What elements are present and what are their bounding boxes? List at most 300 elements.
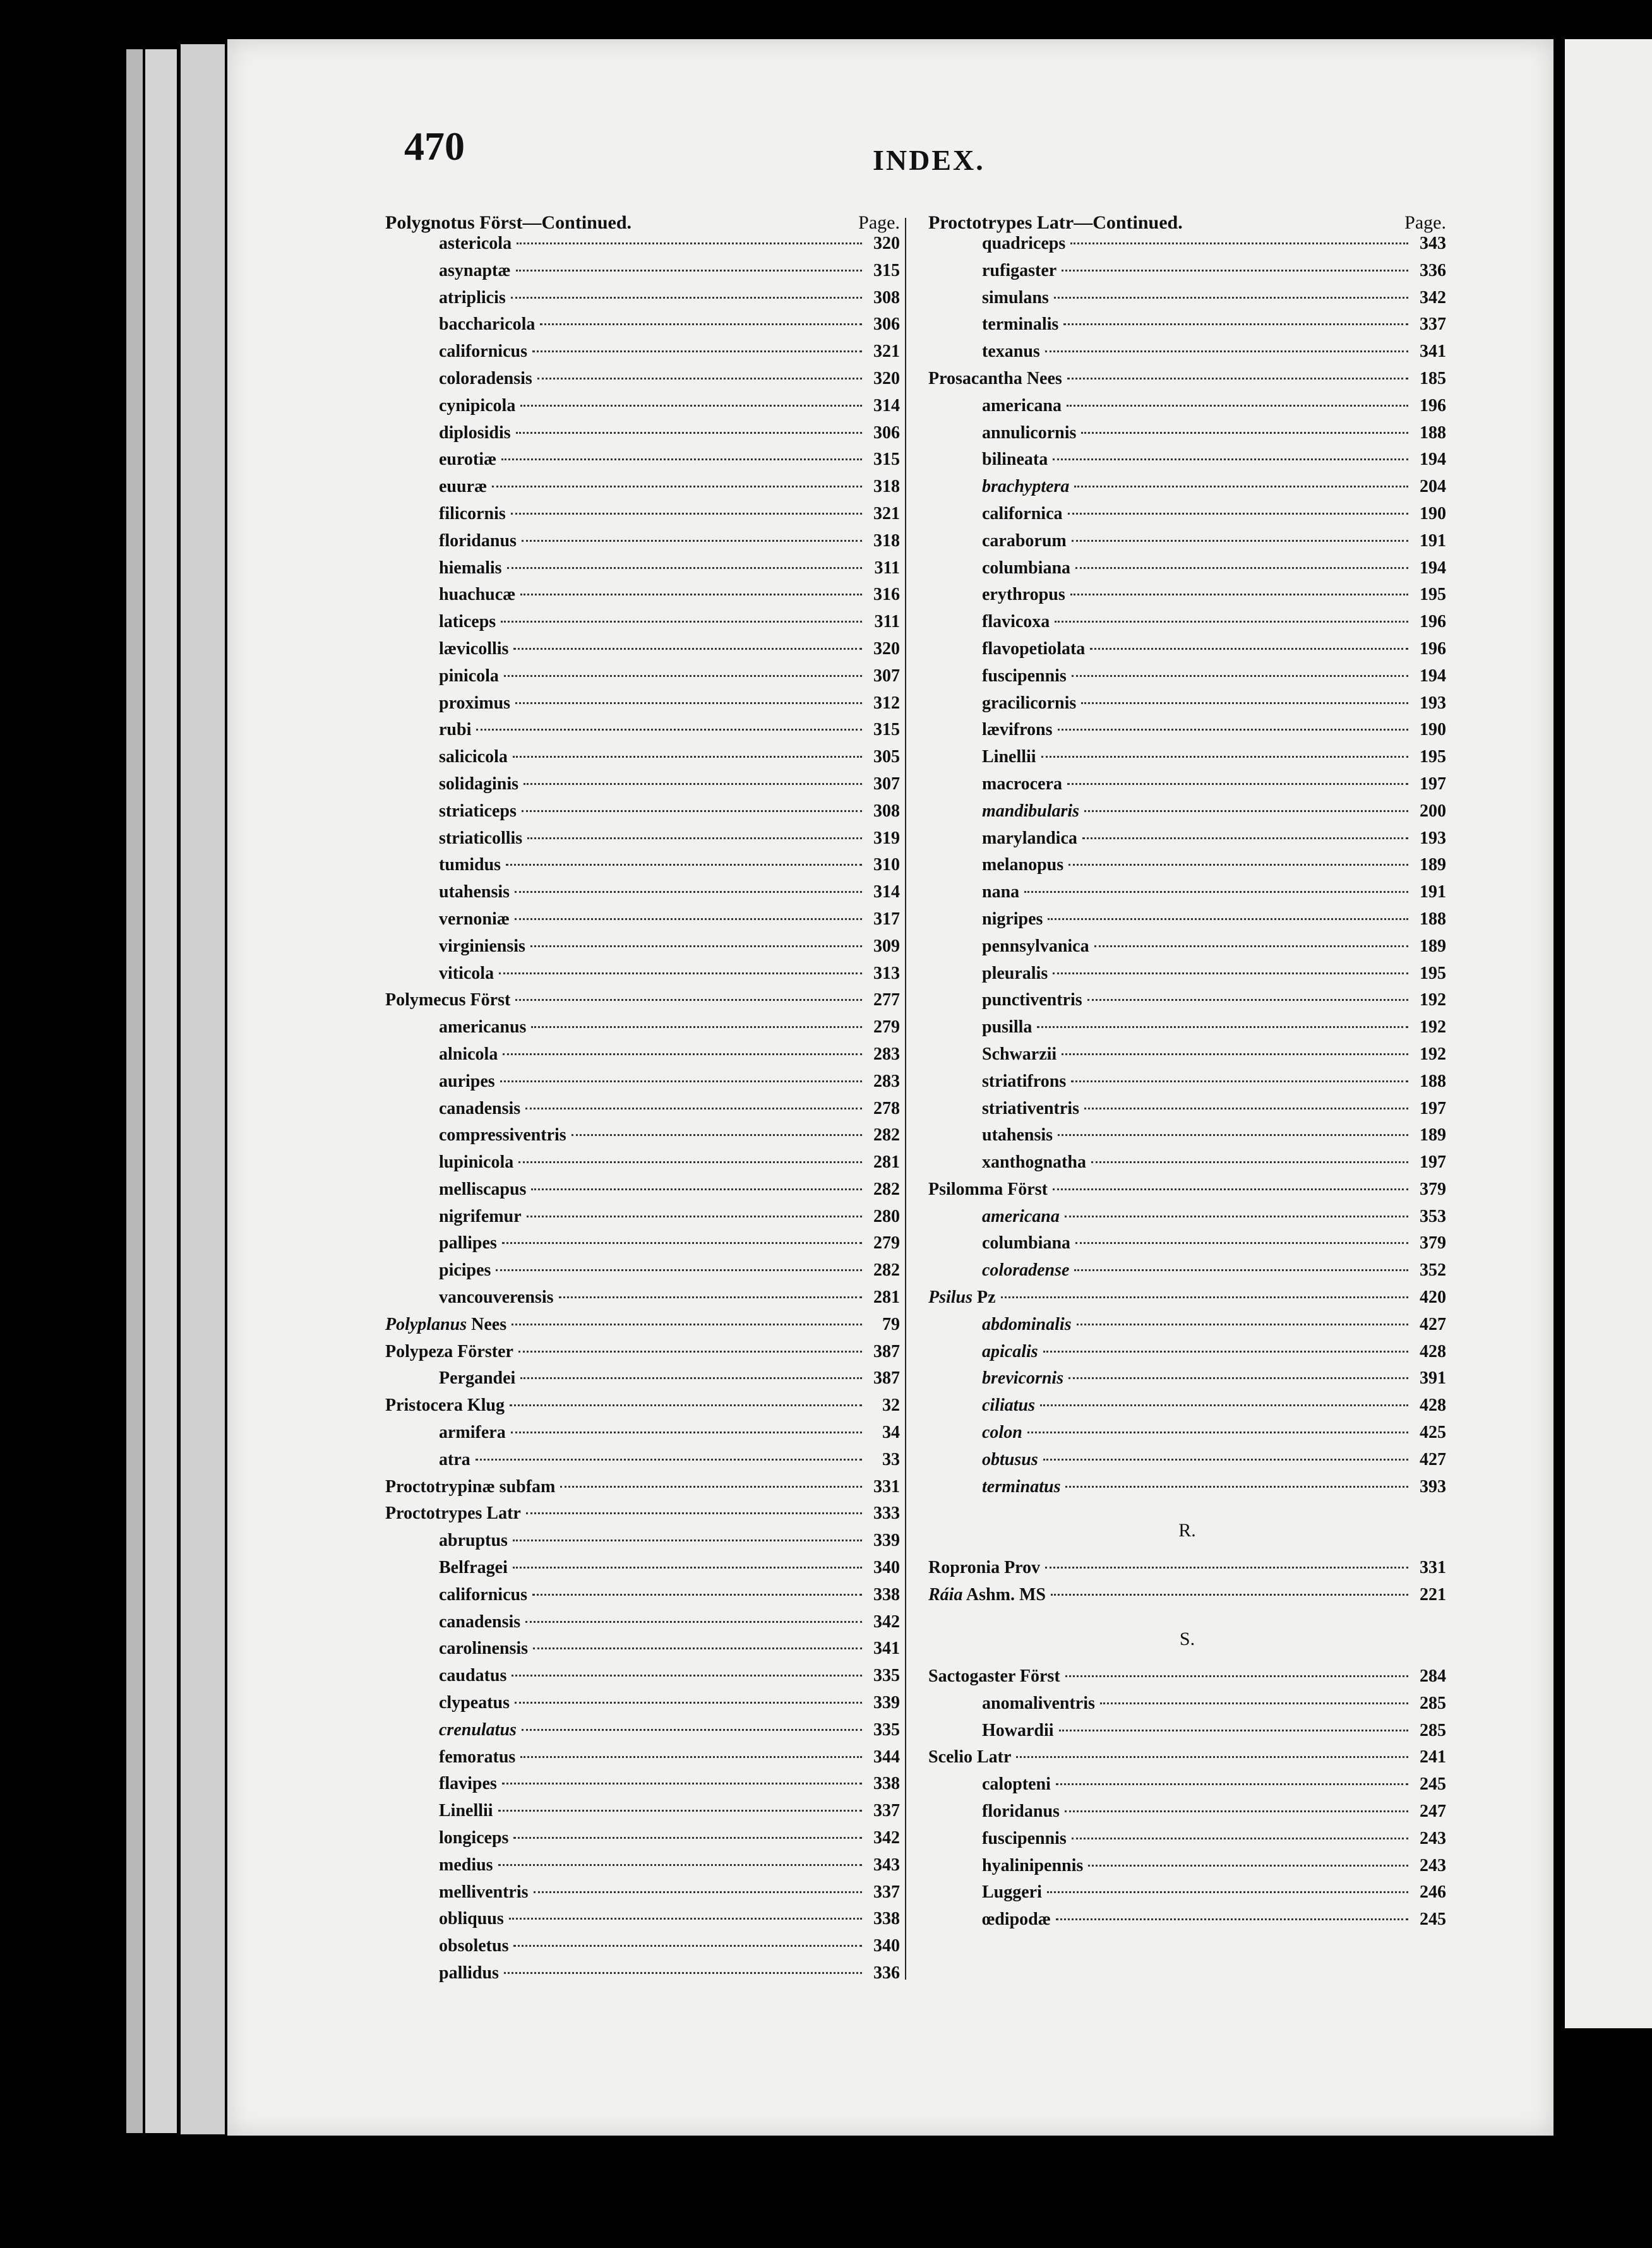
entry-label <box>385 1315 506 1335</box>
dot-leader <box>1088 1865 1408 1867</box>
entry-page-number: 243 <box>1420 1855 1446 1875</box>
entry-name: utahensis <box>982 1125 1053 1145</box>
entry-name: Psilus <box>928 1288 973 1308</box>
dot-leader <box>502 1242 862 1244</box>
index-subentry <box>928 314 1446 342</box>
entry-name: texanus <box>982 342 1040 362</box>
entry-page-number: 387 <box>873 1341 900 1361</box>
entry-page-number: 338 <box>873 1584 900 1605</box>
entry-page-number: 315 <box>873 450 900 470</box>
column-header <box>928 207 1446 234</box>
entry-label <box>928 1152 1086 1173</box>
dot-leader <box>1045 350 1408 352</box>
entry-name: columbiana <box>982 1233 1071 1253</box>
dot-leader <box>1054 297 1408 299</box>
entry-page-number: 195 <box>1420 585 1446 605</box>
entry-page-number: 196 <box>1420 638 1446 659</box>
entry-name: vernoniæ <box>439 909 510 929</box>
entry-page-number: 336 <box>873 1963 900 1983</box>
entry-page-number: 246 <box>1420 1882 1446 1903</box>
dot-leader <box>503 1053 862 1055</box>
entry-label <box>385 288 506 308</box>
dot-leader <box>1016 1756 1408 1758</box>
entry-page-number: 342 <box>873 1611 900 1632</box>
entry-label <box>385 477 487 497</box>
entry-label <box>928 720 1053 740</box>
dot-leader <box>1056 1918 1408 1920</box>
entry-name: laticeps <box>439 612 496 632</box>
index-entry <box>928 1180 1446 1207</box>
entry-page-number: 317 <box>873 909 900 929</box>
dot-leader <box>1070 594 1408 595</box>
index-subentry <box>385 1099 900 1126</box>
entry-page-number: 337 <box>873 1801 900 1821</box>
index-subentry <box>928 964 1446 991</box>
entry-name: viticola <box>439 963 494 983</box>
dot-leader <box>1067 783 1408 785</box>
entry-label <box>385 1125 566 1145</box>
entry-name: longiceps <box>439 1828 509 1848</box>
entry-page-number: 282 <box>873 1125 900 1145</box>
dot-leader <box>1070 242 1408 244</box>
dot-leader <box>520 405 862 407</box>
entry-page-number: 340 <box>873 1558 900 1578</box>
index-entry <box>385 1342 900 1369</box>
entry-label <box>385 369 532 389</box>
entry-label <box>385 1882 529 1903</box>
entry-label <box>385 1558 508 1578</box>
dot-leader <box>512 1675 862 1677</box>
entry-label <box>385 1747 515 1767</box>
entry-name: bilineata <box>982 450 1048 470</box>
dot-leader <box>476 1459 862 1461</box>
entry-page-number: 192 <box>1420 990 1446 1010</box>
entry-label <box>928 1558 1040 1578</box>
running-head: INDEX. <box>873 144 985 176</box>
dot-leader <box>515 1702 862 1704</box>
entry-name: pallipes <box>439 1233 497 1253</box>
index-subentry <box>385 1044 900 1072</box>
entry-label <box>928 261 1056 281</box>
entry-label <box>928 234 1065 254</box>
entry-page-number: 343 <box>1420 234 1446 253</box>
index-subentry <box>928 855 1446 882</box>
dot-leader <box>1041 756 1408 758</box>
entry-name: striaticollis <box>439 828 523 848</box>
dot-leader <box>515 999 862 1001</box>
entry-page-number: 188 <box>1420 1071 1446 1091</box>
entry-label <box>385 666 499 686</box>
entry-label <box>385 1693 510 1713</box>
entry-name: baccharicola <box>439 314 536 335</box>
index-subentry <box>385 314 900 342</box>
entry-label <box>385 314 535 335</box>
index-subentry <box>385 639 900 666</box>
index-subentry <box>385 909 900 936</box>
entry-label <box>385 1072 495 1092</box>
entry-name: pinicola <box>439 666 499 686</box>
index-subentry <box>928 558 1446 585</box>
index-subentry <box>385 1774 900 1801</box>
entry-label <box>928 396 1062 416</box>
entry-page-number: 283 <box>873 1071 900 1091</box>
dot-leader <box>507 567 862 569</box>
entry-label <box>385 1152 513 1173</box>
dot-leader <box>504 1972 862 1974</box>
dot-leader <box>559 1296 863 1298</box>
entry-name: pennsylvanica <box>982 936 1089 956</box>
entry-page-number: 379 <box>1420 1233 1446 1253</box>
entry-page-number: 307 <box>873 666 900 686</box>
entry-name: Sactogaster Först <box>928 1666 1060 1687</box>
entry-label <box>928 1694 1095 1714</box>
entry-label <box>928 909 1043 930</box>
entry-page-number: 312 <box>873 693 900 713</box>
entry-page-number: 420 <box>1420 1288 1446 1308</box>
entry-label <box>928 1396 1035 1416</box>
entry-label <box>385 261 511 281</box>
index-subentry <box>928 1450 1446 1477</box>
index-subentry <box>385 1963 900 1990</box>
entry-page-number: 194 <box>1420 450 1446 470</box>
entry-name: eurotiæ <box>439 450 497 470</box>
index-subentry <box>928 1802 1446 1829</box>
entry-name: Belfragei <box>439 1558 508 1578</box>
dot-leader <box>1074 486 1408 487</box>
dot-leader <box>512 1324 862 1325</box>
entry-name: terminatus <box>982 1476 1061 1497</box>
dot-leader <box>1027 1432 1408 1433</box>
entry-label <box>385 396 515 416</box>
entry-name: punctiventris <box>982 990 1082 1010</box>
book-edge <box>126 49 143 2133</box>
index-subentry <box>928 801 1446 828</box>
entry-name: hiemalis <box>439 558 502 578</box>
dot-leader <box>1001 1296 1408 1298</box>
entry-label <box>385 693 510 714</box>
dot-leader <box>1065 1486 1408 1488</box>
entry-name: Luggeri <box>982 1882 1042 1903</box>
index-subentry <box>385 936 900 964</box>
dot-leader <box>1063 323 1408 325</box>
entry-page-number: 319 <box>873 828 900 848</box>
index-subentry <box>385 1936 900 1963</box>
entry-page-number: 342 <box>1420 287 1446 308</box>
entry-label <box>385 504 506 524</box>
entry-name: gracilicornis <box>982 693 1077 713</box>
index-entry <box>385 1504 900 1531</box>
entry-page-number: 305 <box>873 747 900 767</box>
entry-label <box>385 1017 526 1037</box>
entry-name: marylandica <box>982 828 1077 848</box>
index-subentry <box>928 1774 1446 1802</box>
entry-label <box>928 882 1019 902</box>
entry-list <box>928 234 1446 1937</box>
entry-label <box>928 423 1076 443</box>
entry-page-number: 316 <box>873 585 900 605</box>
entry-label <box>928 314 1058 335</box>
entry-page-number: 427 <box>1420 1314 1446 1334</box>
dot-leader <box>517 242 862 244</box>
entry-page-number: 204 <box>1420 477 1446 497</box>
index-subentry <box>928 666 1446 693</box>
entry-label <box>928 1288 996 1308</box>
dot-leader <box>525 1108 862 1109</box>
entry-label <box>385 1612 520 1632</box>
entry-page-number: 425 <box>1420 1423 1446 1443</box>
dot-leader <box>1072 675 1408 677</box>
index-entry <box>928 1288 1446 1315</box>
entry-name: Scelio Latr <box>928 1747 1012 1767</box>
dot-leader <box>1058 1134 1408 1136</box>
entry-page-number: 194 <box>1420 558 1446 578</box>
entry-page-number: 427 <box>1420 1449 1446 1469</box>
entry-name: Polyplanus <box>385 1314 467 1334</box>
index-subentry <box>928 477 1446 504</box>
entry-label <box>385 1585 527 1605</box>
dot-leader <box>1024 891 1408 893</box>
dot-leader <box>498 1810 862 1812</box>
dot-leader <box>500 1080 862 1082</box>
entry-name: Howardii <box>982 1720 1054 1740</box>
entry-name: Polymecus Först <box>385 990 511 1010</box>
dot-leader <box>524 783 862 785</box>
entry-author: Ashm. MS <box>962 1585 1046 1605</box>
index-subentry <box>385 558 900 585</box>
entry-page-number: 281 <box>873 1288 900 1308</box>
index-subentry <box>928 1721 1446 1748</box>
dot-leader <box>513 1945 862 1947</box>
entry-page-number: 335 <box>873 1719 900 1740</box>
continued-heading: Proctotrypes Latr—Continued. <box>928 212 1183 233</box>
index-subentry <box>385 720 900 747</box>
entry-name: californicus <box>439 342 527 362</box>
entry-page-number: 192 <box>1420 1017 1446 1037</box>
entry-label <box>385 1396 505 1416</box>
dot-leader <box>1053 972 1408 974</box>
entry-page-number: 321 <box>873 503 900 523</box>
dot-leader <box>531 1188 862 1190</box>
dot-leader <box>513 756 862 758</box>
index-subentry <box>928 234 1446 261</box>
index-subentry <box>928 828 1446 856</box>
index-subentry <box>385 801 900 828</box>
index-subentry <box>928 720 1446 747</box>
index-subentry <box>928 990 1446 1017</box>
entry-page-number: 243 <box>1420 1828 1446 1848</box>
entry-label <box>385 450 496 470</box>
entry-label <box>928 1477 1060 1497</box>
index-subentry <box>928 1829 1446 1856</box>
dot-leader <box>1065 1216 1408 1217</box>
entry-name: œdipodæ <box>982 1910 1051 1930</box>
entry-name: auripes <box>439 1071 495 1091</box>
entry-name: utahensis <box>439 882 510 902</box>
entry-name: canadensis <box>439 1611 521 1632</box>
entry-name: fuscipennis <box>982 666 1067 686</box>
index-subentry <box>385 1666 900 1693</box>
entry-name: salicicola <box>439 747 508 767</box>
dot-leader <box>513 1837 862 1839</box>
index-subentry <box>928 1342 1446 1369</box>
entry-page-number: 197 <box>1420 774 1446 794</box>
index-subentry <box>928 1396 1446 1423</box>
entry-label <box>928 342 1040 362</box>
entry-label <box>385 1909 504 1929</box>
dot-leader <box>1053 1188 1408 1190</box>
entry-page-number: 278 <box>873 1098 900 1118</box>
entry-name: striatifrons <box>982 1071 1067 1091</box>
dot-leader <box>499 972 862 974</box>
index-subentry <box>928 450 1446 477</box>
dot-leader <box>1065 1810 1408 1812</box>
entry-name: lævicollis <box>439 638 509 659</box>
entry-label <box>385 1855 493 1875</box>
entry-name: nigrifemur <box>439 1206 522 1226</box>
entry-page-number: 387 <box>873 1368 900 1389</box>
index-subentry <box>928 936 1446 964</box>
entry-name: fuscipennis <box>982 1828 1067 1848</box>
entry-label <box>385 1531 508 1551</box>
entry-page-number: 194 <box>1420 666 1446 686</box>
index-subentry <box>385 1882 900 1910</box>
entry-name: melliscapus <box>439 1179 527 1199</box>
entry-label <box>385 936 525 957</box>
entry-name: asynaptæ <box>439 260 511 280</box>
entry-label <box>385 1233 497 1253</box>
dot-leader <box>511 1432 862 1433</box>
entry-name: cynipicola <box>439 395 516 416</box>
dot-leader <box>526 1512 862 1514</box>
entry-name: striaticeps <box>439 801 517 821</box>
index-subentry <box>385 1909 900 1936</box>
entry-author: Nees <box>467 1314 507 1334</box>
dot-leader <box>501 458 862 460</box>
entry-label <box>928 639 1085 659</box>
entry-label <box>928 1666 1060 1687</box>
dot-leader <box>1075 1242 1408 1244</box>
dot-leader <box>502 1783 862 1785</box>
entry-name: lævifrons <box>982 720 1053 740</box>
section-letter: S. <box>1179 1629 1195 1650</box>
entry-label <box>928 369 1062 389</box>
dot-leader <box>1062 1053 1408 1055</box>
dot-leader <box>511 513 862 515</box>
index-subentry <box>928 1017 1446 1044</box>
index-subentry <box>928 909 1446 936</box>
dot-leader <box>1065 1675 1408 1677</box>
entry-label <box>385 855 501 875</box>
entry-label <box>928 747 1036 767</box>
continued-heading: Polygnotus Först—Continued. <box>385 212 632 233</box>
entry-page-number: 321 <box>873 342 900 362</box>
index-subentry <box>385 964 900 991</box>
dot-leader <box>504 675 862 677</box>
index-subentry <box>928 423 1446 450</box>
dot-leader <box>1056 1783 1408 1785</box>
entry-page-number: 340 <box>873 1936 900 1956</box>
entry-name: tumidus <box>439 855 501 875</box>
entry-label <box>928 585 1065 605</box>
entry-label <box>928 1368 1063 1389</box>
entry-page-number: 307 <box>873 774 900 794</box>
dot-leader <box>1062 270 1408 272</box>
entry-label <box>928 1260 1069 1281</box>
dot-leader <box>516 432 862 434</box>
index-subentry <box>385 855 900 882</box>
entry-name: americana <box>982 1206 1060 1226</box>
entry-name: picipes <box>439 1260 491 1281</box>
entry-label <box>928 855 1063 875</box>
entry-name: apicalis <box>982 1341 1038 1361</box>
entry-name: floridanus <box>982 1802 1060 1822</box>
entry-name: californica <box>982 503 1063 523</box>
entry-page-number: 277 <box>873 990 900 1010</box>
entry-page-number: 311 <box>874 612 900 632</box>
entry-page-number: 282 <box>873 1179 900 1199</box>
entry-name: solidaginis <box>439 774 519 794</box>
entry-name: americana <box>982 395 1062 416</box>
entry-label <box>385 1099 520 1119</box>
index-subentry <box>385 450 900 477</box>
entry-label <box>928 774 1062 794</box>
entry-page-number: 314 <box>873 882 900 902</box>
entry-page-number: 314 <box>873 395 900 416</box>
entry-name: obtusus <box>982 1449 1038 1469</box>
dot-leader <box>1067 378 1408 380</box>
entry-name: alnicola <box>439 1044 498 1064</box>
entry-label <box>385 1477 555 1497</box>
entry-name: Ropronia Prov <box>928 1558 1041 1578</box>
entry-page-number: 192 <box>1420 1044 1446 1064</box>
entry-page-number: 313 <box>873 963 900 983</box>
entry-page-number: 308 <box>873 801 900 821</box>
index-subentry <box>928 531 1446 558</box>
index-entry <box>928 369 1446 396</box>
dot-leader <box>520 1377 862 1379</box>
entry-name: vancouverensis <box>439 1288 554 1308</box>
dot-leader <box>520 594 862 595</box>
entry-label <box>928 504 1063 524</box>
dot-leader <box>1068 513 1408 515</box>
entry-page-number: 333 <box>873 1504 900 1524</box>
entry-page-number: 310 <box>873 855 900 875</box>
entry-label <box>928 1829 1067 1849</box>
entry-page-number: 193 <box>1420 828 1446 848</box>
dot-leader <box>515 702 862 704</box>
entry-label <box>385 1963 499 1983</box>
entry-label <box>928 828 1077 849</box>
entry-list <box>385 234 900 1990</box>
index-subentry <box>385 423 900 450</box>
dot-leader <box>1072 1838 1408 1839</box>
entry-name: compressiventris <box>439 1125 566 1145</box>
index-subentry <box>385 1233 900 1260</box>
entry-label <box>385 1450 470 1470</box>
entry-name: femoratus <box>439 1747 516 1767</box>
index-subentry <box>385 1125 900 1152</box>
index-subentry <box>385 1368 900 1396</box>
entry-label <box>928 1180 1048 1200</box>
book-edge <box>145 49 177 2133</box>
entry-page-number: 279 <box>873 1017 900 1037</box>
entry-name: canadensis <box>439 1098 521 1118</box>
entry-name: terminalis <box>982 314 1059 335</box>
entry-label <box>928 1315 1072 1335</box>
entry-page-number: 343 <box>873 1855 900 1875</box>
right-column <box>928 207 1446 1937</box>
index-subentry <box>385 1639 900 1666</box>
